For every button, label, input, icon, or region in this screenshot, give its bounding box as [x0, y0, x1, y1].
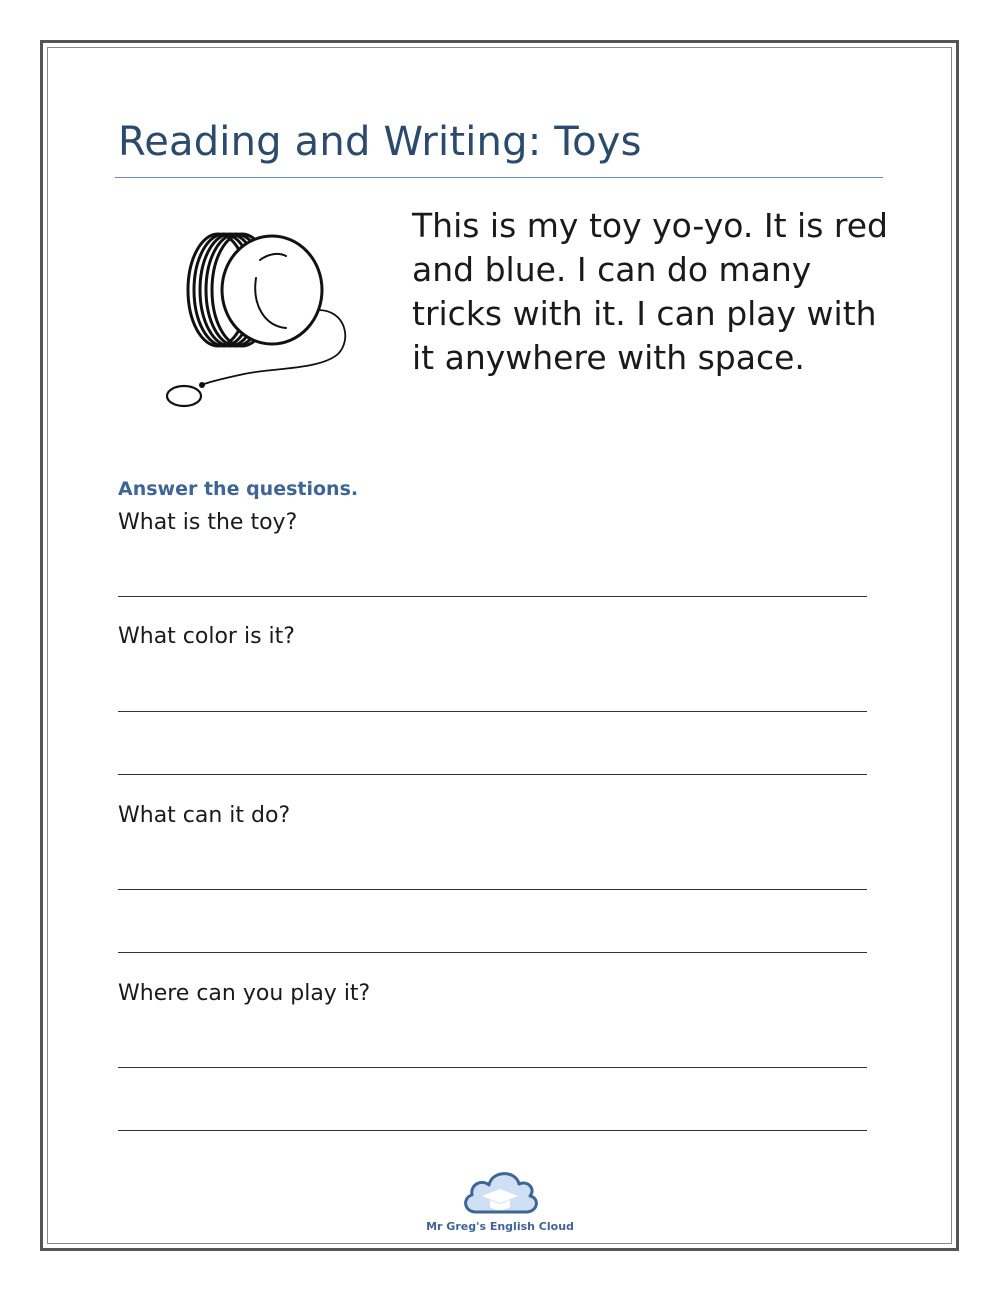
publisher-logo — [420, 1162, 580, 1240]
question-4: Where can you play it? — [118, 981, 371, 1006]
yo-yo-icon — [160, 200, 360, 415]
publisher-caption: Mr Greg's English Cloud — [426, 1220, 574, 1233]
question-2: What color is it? — [118, 624, 295, 649]
answer-line-3a[interactable] — [118, 889, 867, 890]
reading-passage: This is my toy yo-yo. It is red and blue. I can do many tricks with it. I can play with it anywhere with space. — [412, 206, 888, 377]
question-1: What is the toy? — [118, 510, 298, 535]
answer-line-2a[interactable] — [118, 711, 867, 712]
answer-line-2b[interactable] — [118, 774, 867, 775]
answer-line-4a[interactable] — [118, 1067, 867, 1068]
worksheet-title: Reading and Writing: Toys — [118, 119, 642, 165]
instruction-heading: Answer the questions. — [118, 478, 359, 500]
answer-line-1a[interactable] — [118, 596, 867, 597]
answer-line-4b[interactable] — [118, 1130, 867, 1131]
question-3: What can it do? — [118, 803, 291, 828]
title-underline — [115, 177, 883, 178]
cloud-graduation-cap-icon — [420, 1162, 580, 1220]
answer-line-3b[interactable] — [118, 952, 867, 953]
